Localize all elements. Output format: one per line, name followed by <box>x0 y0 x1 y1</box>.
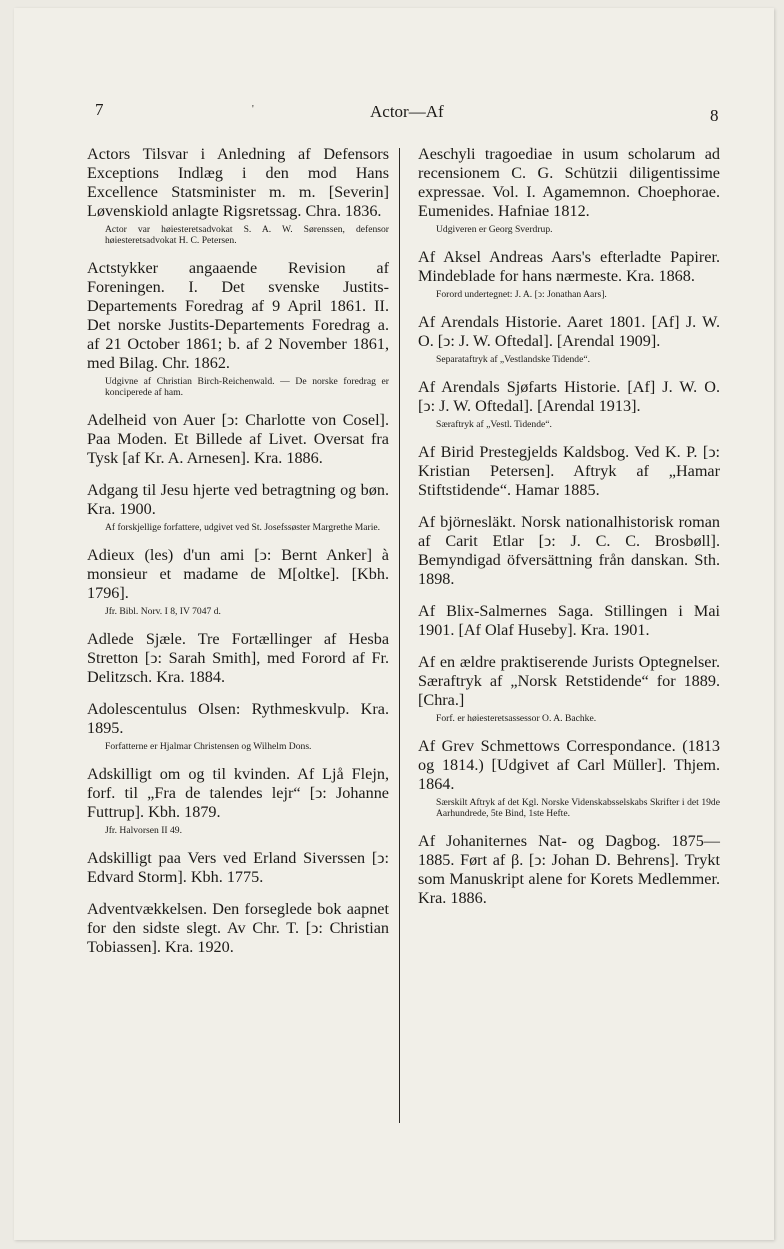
entry <box>418 443 720 500</box>
entry-text: Af björnesläkt. Norsk nationalhistorisk roman af Carit Etlar [ↄ: J. C. C. Brosbøll]. Bemyndigad öfversättning från danskan. Sth. 1898. <box>418 513 720 588</box>
running-title: Actor—Af <box>370 102 444 121</box>
entry-text: Af Aksel Andreas Aars's efterladte Papirer. Mindeblade for hans nærmeste. Kra. 1868. <box>418 248 720 285</box>
entry-text: Adgang til Jesu hjerte ved betragtning og bøn. Kra. 1900. <box>87 481 389 518</box>
entry-note: Forf. er høiesteretsassessor O. A. Bachke. <box>436 713 597 724</box>
right-column <box>418 145 720 921</box>
entry-note: Forord undertegnet: J. A. [ↄ: Jonathan Aars]. <box>436 289 607 300</box>
entry-text: Adventvækkelsen. Den forseglede bok aapnet for den sidste slegt. Av Chr. T. [ↄ: Christian Tobiassen]. Kra. 1920. <box>87 900 389 956</box>
right-page-number: 8 <box>710 106 719 125</box>
entry <box>87 145 389 246</box>
column-divider <box>399 148 400 1123</box>
entry-note: Actor var høiesteretsadvokat S. A. W. Sørenssen, defensor høiesteretsadvokat H. C. Petersen. <box>105 224 389 246</box>
entry-text: Af en ældre praktiserende Jurists Optegnelser. Særaftryk af „Norsk Retstidende“ for 1889. [Chra.] <box>418 653 720 709</box>
left-page-number: 7 <box>95 100 104 119</box>
entry <box>87 259 389 398</box>
entry <box>87 481 389 533</box>
entry-text: Af Arendals Sjøfarts Historie. [Af] J. W. O. [ↄ: J. W. Oftedal]. [Arendal 1913]. <box>418 378 720 415</box>
entry <box>418 832 720 908</box>
entry-note: Af forskjellige forfattere, udgivet ved St. Josefssøster Margrethe Marie. <box>105 522 381 533</box>
entry <box>418 313 720 365</box>
entry-text: Actors Tilsvar i Anledning af Defensors Exceptions Indlæg i den mod Hans Excellence Statsminister m. m. [Severin] Løvenskiold anlagte Rigsretssag. Chra. 1836. <box>87 145 389 220</box>
entry-text: Af Arendals Historie. Aaret 1801. [Af] J. W. O. [ↄ: J. W. Oftedal]. [Arendal 1909]. <box>418 313 720 350</box>
left-column <box>87 145 389 970</box>
entry-note: Særskilt Aftryk af det Kgl. Norske Videnskabsselskabs Skrifter i det 19de Aarhundrede, 5te Bind, 1ste Hefte. <box>436 797 720 819</box>
entry-note: Særaftryk af „Vestl. Tidende“. <box>436 419 552 430</box>
entry <box>418 513 720 589</box>
entry <box>87 411 389 468</box>
entry <box>418 737 720 819</box>
entry <box>87 849 389 887</box>
entry <box>87 765 389 836</box>
entry-text: Adelheid von Auer [ↄ: Charlotte von Cosel]. Paa Moden. Et Billede af Livet. Oversat fra Tysk [af Kr. A. Arnesen]. Kra. 1886. <box>87 411 389 467</box>
entry-text: Adskilligt paa Vers ved Erland Siverssen [ↄ: Edvard Storm]. Kbh. 1775. <box>87 849 389 886</box>
entry-note: Udgiveren er Georg Sverdrup. <box>436 224 553 235</box>
entry <box>418 378 720 430</box>
entry-note: Jfr. Bibl. Norv. I 8, IV 7047 d. <box>105 606 221 617</box>
entry-note: Udgivne af Christian Birch-Reichenwald. — De norske foredrag er konciperede af ham. <box>105 376 389 398</box>
entry-text: Adskilligt om og til kvinden. Af Ljå Flejn, forf. til „Fra de talendes lejr“ [ↄ: Johanne Futtrup]. Kbh. 1879. <box>87 765 389 821</box>
entry <box>418 602 720 640</box>
entry-note: Separataftryk af „Vestlandske Tidende“. <box>436 354 590 365</box>
entry <box>418 248 720 300</box>
entry-text: Actstykker angaaende Revision af Foreningen. I. Det svenske Justits-Departements Foredrag af 9 April 1861. II. Det norske Justits-Departements Foredrag a. af 21 October 1861; b. af 2 November 1861, med Bilag. Chr. 1862. <box>87 259 389 372</box>
entry-text: Adolescentulus Olsen: Rythmeskvulp. Kra. 1895. <box>87 700 389 737</box>
entry <box>87 900 389 957</box>
entry-text: Aeschyli tragoediae in usum scholarum ad recensionem C. G. Schützii diligentissime expressae. Vol. I. Agamemnon. Choephorae. Eumenides. Hafniae 1812. <box>418 145 720 220</box>
entry-text: Adlede Sjæle. Tre Fortællinger af Hesba Stretton [ↄ: Sarah Smith], med Forord af Fr. Delitzsch. Kra. 1884. <box>87 630 389 686</box>
entry-note: Forfatterne er Hjalmar Christensen og Wilhelm Dons. <box>105 741 312 752</box>
page-header <box>0 100 784 124</box>
entry-note: Jfr. Halvorsen II 49. <box>105 825 182 836</box>
entry-text: Af Grev Schmettows Correspondance. (1813 og 1814.) [Udgivet af Carl Müller]. Thjem. 1864. <box>418 737 720 793</box>
entry <box>418 145 720 235</box>
entry-text: Af Johaniternes Nat- og Dagbog. 1875—1885. Ført af β. [ↄ: Johan D. Behrens]. Trykt som Manuskript alene for Korets Medlemmer. Kra. 1886. <box>418 832 720 907</box>
entry <box>87 630 389 687</box>
print-speck: ' <box>252 104 254 115</box>
entry <box>87 546 389 617</box>
entry-text: Af Blix-Salmernes Saga. Stillingen i Mai 1901. [Af Olaf Huseby]. Kra. 1901. <box>418 602 720 639</box>
entry <box>87 700 389 752</box>
entry <box>418 653 720 724</box>
entry-text: Af Birid Prestegjelds Kaldsbog. Ved K. P. [ↄ: Kristian Petersen]. Aftryk af „Hamar Stiftstidende“. Hamar 1885. <box>418 443 720 499</box>
entry-text: Adieux (les) d'un ami [ↄ: Bernt Anker] à monsieur et madame de M[oltke]. [Kbh. 1796]. <box>87 546 389 602</box>
